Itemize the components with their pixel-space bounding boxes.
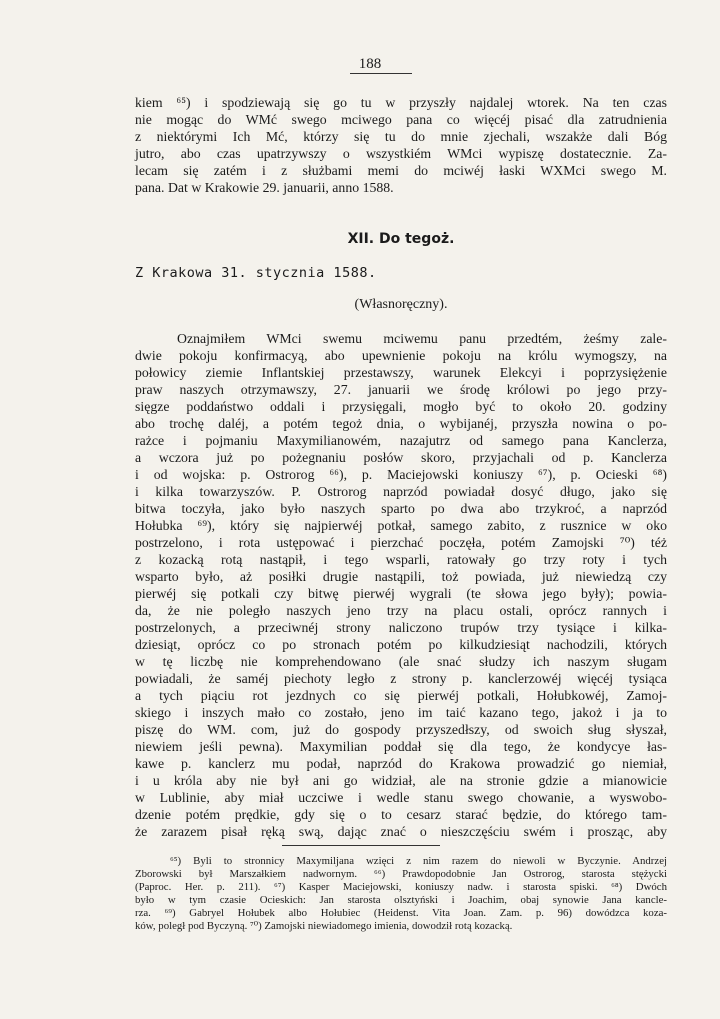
text-line: abo trochę daléj, a potém tegoż dnia, o wybijanéj, przyszła nowina o po- [135, 416, 667, 431]
text-line: lecam się zatém i z służbami memi do mciwéj łaski WXMci swego M. [135, 163, 667, 178]
text-line: i kilka towarzyszów. P. Ostrorog naprzód powiadał dosyć długo, jako się [135, 484, 667, 499]
text-line: dwie pokoju konfirmacyą, abo upewnienie pokoju na królu wymogszy, na [135, 348, 667, 363]
page-number: 188 [358, 56, 382, 72]
text-line: z kozacką rotą nastąpił, i tego wsparli, ratowały go trzy roty i tych [135, 552, 667, 567]
text-line: nie mogąc do WMć swego mciwego pana co więcéj pisać dla zatrudnienia [135, 112, 667, 127]
autograph-note: (Własnoręczny). [354, 297, 448, 312]
text-line: a wczora już po pożegnaniu posłów skoro, przyjachali od p. Kanclerza [135, 450, 667, 465]
text-line: pana. Dat w Krakowie 29. januarii, anno 1588. [135, 180, 394, 195]
text-line: bitwa toczyła, jako było naszych sparto po dwa abo trzykroć, a naprzód [135, 501, 667, 516]
text-line: dzenie potém prędkie, gdy się o to cesarz starać będzie, do którego tam- [135, 807, 667, 822]
text-line: postrzelono, i rota ustępować i pierzchać poczęła, potém Zamojski ⁷⁰) téż [135, 535, 667, 550]
footnote-line: (Paproc. Her. p. 211). ⁶⁷) Kasper Maciejowski, koniuszy nadw. i starosta spiski. ⁶⁸) Dwóch [135, 881, 667, 893]
letter-heading: XII. Do tegoż. [347, 231, 455, 247]
text-line: da, że nie poległo naszych jeno trzy na placu ostali, oprócz rannych i [135, 603, 667, 618]
page-number-rule [350, 73, 412, 74]
text-line: i od wojska: p. Ostrorog ⁶⁶), p. Maciejowski koniuszy ⁶⁷), p. Ocieski ⁶⁸) [135, 467, 667, 482]
text-line: niewiem jeśli pewna). Maxymilian poddał się dla tego, że kondycye łas- [135, 739, 667, 754]
text-line: że zarazem pisał ręką swą, dając znać o nieszczęściu swém i prosząc, aby [135, 824, 667, 839]
text-line: kiem ⁶⁵) i spodziewają się go tu w przyszły najdalej wtorek. Na ten czas [135, 95, 667, 110]
text-line: w tę liczbę nie komprehendowano (ale snać słudzy ich naszym sługam [135, 654, 667, 669]
text-line: i u króla aby nie był ani go widział, ale na stronie gdzie a mianowicie [135, 773, 667, 788]
text-line: piszę do WM. com, już do gospody przyszedłszy, od swoich sług słyszał, [135, 722, 667, 737]
footnote-line: było w tym czasie Ocieskich: Jan starosta olsztyński i Joachim, obaj synowie Jana kancle- [135, 894, 667, 906]
text-line: dziesiąt, oprócz co po stronach potém po kilkudziesiąt nachodzili, których [135, 637, 667, 652]
text-line: w Lublinie, aby miał uczciwe i wedle stanu swego chowanie, a wyswobo- [135, 790, 667, 805]
text-line: pierwéj się potkali czy bitwę pierwéj wygrali (te słowa jego były); powia- [135, 586, 667, 601]
text-line: powiadali, że saméj piechoty legło z strony p. kanclerzowéj więcéj tysiąca [135, 671, 667, 686]
footnote-rule [282, 845, 440, 846]
text-line: z niektórymi Ich Mć, którzy się tu do mnie zjechali, wszakże dali Bóg [135, 129, 667, 144]
text-line: skiego i inszych mało co zostało, jeno im taić kazano tego, jakoż i ja to [135, 705, 667, 720]
text-line: a tych piąciu rot jezdnych co się pierwéj potkali, Hołubkowéj, Zamoj- [135, 688, 667, 703]
text-line: połowicy ziemie Inflantskiej przestawszy, warunek Elekcyi i poprzysiężenie [135, 365, 667, 380]
place-date: Z Krakowa 31. stycznia 1588. [135, 265, 377, 281]
text-line: postrzelonych, a przeciwnéj strony naliczono trupów trzy tysiące i kilka- [135, 620, 667, 635]
text-line: rażce i pojmaniu Maxymilianowém, nazajutrz od samego pana Kanclerza, [135, 433, 667, 448]
text-line: jutro, abo czas upatrzywszy o wszystkiém WMci wypiszę dostatecznie. Za- [135, 146, 667, 161]
text-line: wsparto było, aż posiłki drugie nastąpili, toż powiada, już niewiedzą czy [135, 569, 667, 584]
footnote-line: rza. ⁶⁹) Gabryel Hołubek albo Hołubiec (Heidenst. Vita Joan. Zam. p. 96) dowódzca koza- [135, 907, 667, 919]
text-line: kawe p. kanclerz mu podał, naprzód do Krakowa prowadzić go niemiał, [135, 756, 667, 771]
text-line: praw naszych otrzymawszy, 27. januarii we środę królowi po jego przy- [135, 382, 667, 397]
footnote-line: Zborowski był Marszałkiem nadwornym. ⁶⁶) Prawdopodobnie Jan Ostrorog, starosta stężycki [135, 868, 667, 880]
footnote-line: ⁶⁵) Byli to stronnicy Maxymiljana wzięci z nim razem do niewoli w Byczynie. Andrzej [170, 855, 667, 867]
text-line: sięgze poddaństwo oddali i przysięgali, mogło być to około 20. godziny [135, 399, 667, 414]
footnote-line: ków, poległ pod Byczyną. ⁷⁰) Zamojski niewiadomego imienia, dowodził rotą kozacką. [135, 920, 513, 932]
text-line: Hołubka ⁶⁹), który się najpierwéj potkał, samego zabito, z rusznice w oko [135, 518, 667, 533]
text-line: Oznajmiłem WMci swemu mciwemu panu przedtém, żeśmy zale- [177, 331, 667, 346]
